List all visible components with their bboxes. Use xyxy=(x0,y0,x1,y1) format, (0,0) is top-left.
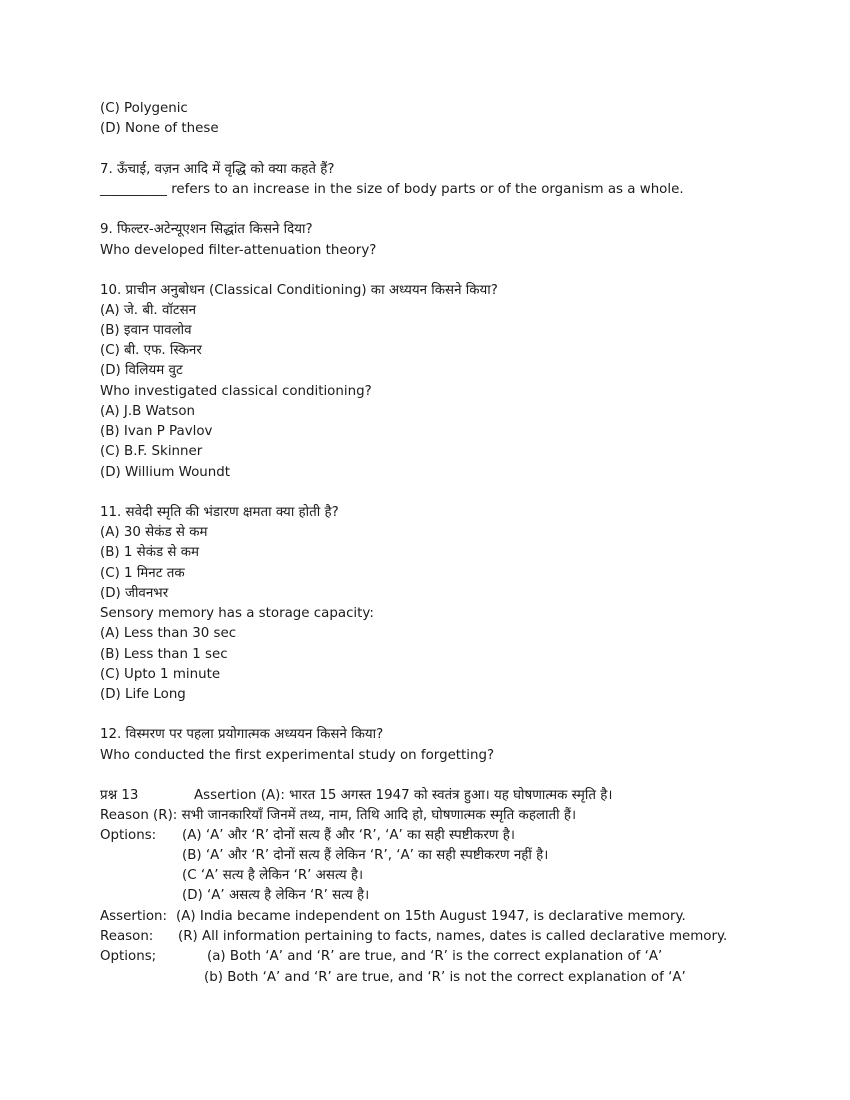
q6-option-d: (D) None of these xyxy=(100,121,219,136)
q11-hindi-option-c: (C) 1 मिनट तक xyxy=(100,566,185,581)
q9-english-question: Who developed filter-attenuation theory? xyxy=(100,243,377,258)
q13-assertion-label-english: Assertion: xyxy=(100,909,168,924)
q13-reason-english: (R) All information pertaining to facts, names, dates is called declarative memory. xyxy=(178,929,728,944)
q13-reason-english-line xyxy=(100,927,727,947)
q12-hindi-question: 12. विस्मरण पर पहला प्रयोगात्मक अध्ययन किसने किया? xyxy=(100,727,384,742)
q10-english-option-b: (B) Ivan P Pavlov xyxy=(100,424,213,439)
q13-hindi-option-a: (A) ‘A’ और ‘R’ दोनों सत्य हैं और ‘R’, ‘A’ का सही स्पष्टीकरण है। xyxy=(182,828,515,843)
q11-english-question: Sensory memory has a storage capacity: xyxy=(100,606,374,621)
q13-english-option-a: (a) Both ‘A’ and ‘R’ are true, and ‘R’ is the correct explanation of ‘A’ xyxy=(207,949,663,964)
q13-reason-hindi: Reason (R): सभी जानकारियाँ जिनमें तथ्य, नाम, तिथि आदि हो, घोषणात्मक स्मृति कहलाती हैं। xyxy=(100,808,577,823)
q10-hindi-question: 10. प्राचीन अनुबोधन (Classical Conditioning) का अध्ययन किसने किया? xyxy=(100,283,498,298)
q13-english-option-b: (b) Both ‘A’ and ‘R’ are true, and ‘R’ is not the correct explanation of ‘A’ xyxy=(204,970,686,985)
q13-options-label-english: Options; xyxy=(100,949,157,964)
q7-hindi-question: 7. ऊँचाई, वज़न आदि में वृद्धि को क्या कहते हैं? xyxy=(100,162,335,177)
q13-assertion-hindi-line xyxy=(100,786,612,806)
q7-english-question: __________ refers to an increase in the size of body parts or of the organism as a whole. xyxy=(100,182,684,197)
q10-hindi-option-c: (C) बी. एफ. स्किनर xyxy=(100,343,202,358)
q13-assertion-english: (A) India became independent on 15th August 1947, is declarative memory. xyxy=(176,909,686,924)
q13-options-label-hindi: Options: xyxy=(100,828,157,843)
q10-english-option-d: (D) Willium Woundt xyxy=(100,465,231,480)
q11-english-option-c: (C) Upto 1 minute xyxy=(100,667,221,682)
q13-assertion-english-line xyxy=(100,907,686,927)
q6-option-c: (C) Polygenic xyxy=(100,101,188,116)
q10-hindi-option-a: (A) जे. बी. वॉटसन xyxy=(100,303,197,318)
q13-english-option-a-line xyxy=(100,947,662,967)
q11-english-option-d: (D) Life Long xyxy=(100,687,186,702)
q13-hindi-option-c: (C ‘A’ सत्य है लेकिन ‘R’ असत्य है। xyxy=(182,868,364,883)
q11-hindi-option-b: (B) 1 सेकंड से कम xyxy=(100,545,200,560)
q11-english-option-b: (B) Less than 1 sec xyxy=(100,647,228,662)
q13-hindi-option-d: (D) ‘A’ असत्य है लेकिन ‘R’ सत्य है। xyxy=(182,888,370,903)
q11-hindi-question: 11. सवेदी स्मृति की भंडारण क्षमता क्या होती है? xyxy=(100,505,339,520)
q11-english-option-a: (A) Less than 30 sec xyxy=(100,626,237,641)
q12-english-question: Who conducted the first experimental study on forgetting? xyxy=(100,748,495,763)
q10-hindi-option-d: (D) विलियम वुट xyxy=(100,363,183,378)
q9-hindi-question: 9. फिल्टर-अटेन्यूएशन सिद्धांत किसने दिया? xyxy=(100,222,313,237)
q11-hindi-option-d: (D) जीवनभर xyxy=(100,586,169,601)
q13-hindi-option-a-line xyxy=(100,826,515,846)
q13-label: प्रश्न 13 xyxy=(100,788,139,803)
q10-hindi-option-b: (B) इवान पावलोव xyxy=(100,323,192,338)
q10-english-option-a: (A) J.B Watson xyxy=(100,404,196,419)
q11-hindi-option-a: (A) 30 सेकंड से कम xyxy=(100,525,208,540)
q10-english-question: Who investigated classical conditioning? xyxy=(100,384,372,399)
q13-reason-label-english: Reason: xyxy=(100,929,154,944)
q13-hindi-option-b: (B) ‘A’ और ‘R’ दोनों सत्य हैं लेकिन ‘R’, ‘A’ का सही स्पष्टीकरण नहीं है। xyxy=(182,848,549,863)
q10-english-option-c: (C) B.F. Skinner xyxy=(100,444,203,459)
q13-assertion-hindi: Assertion (A): भारत 15 अगस्त 1947 को स्वतंत्र हुआ। यह घोषणात्मक स्मृति है। xyxy=(194,788,613,803)
